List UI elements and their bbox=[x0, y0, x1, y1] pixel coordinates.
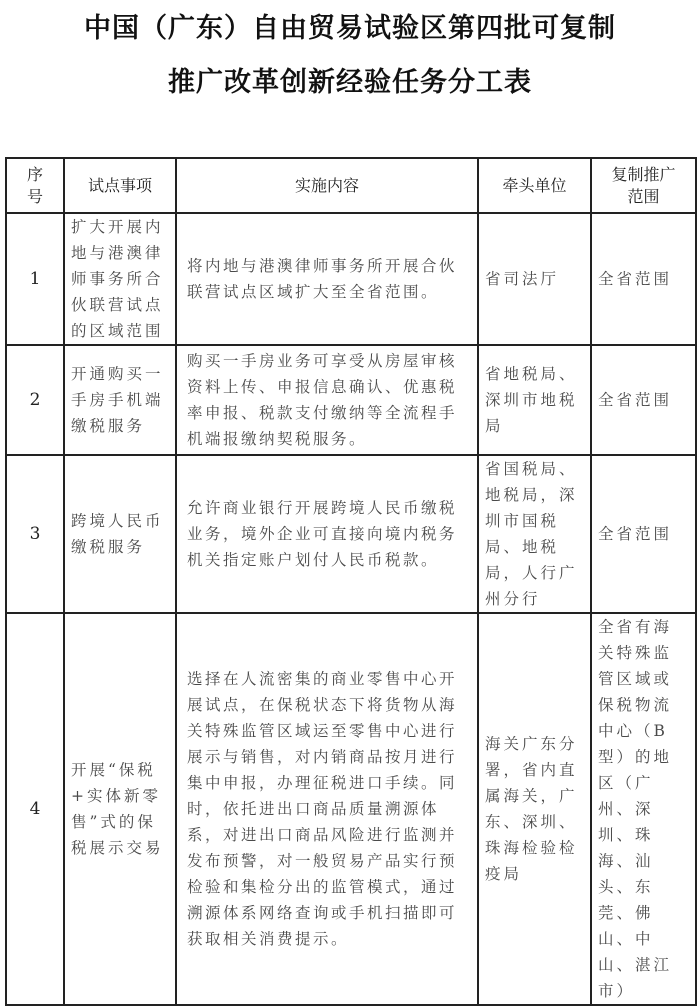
pilot-item: 扩大开展内地与港澳律师事务所合伙联营试点的区域范围 bbox=[64, 213, 176, 345]
header-replication-scope: 复制推广范围 bbox=[591, 158, 696, 213]
pilot-item: 跨境人民币缴税服务 bbox=[64, 455, 176, 613]
lead-unit: 省国税局、地税局，深圳市国税局、地税局，人行广州分行 bbox=[478, 455, 591, 613]
row-number: 2 bbox=[6, 345, 64, 455]
table-row bbox=[6, 213, 696, 345]
document-title-line-2: 推广改革创新经验任务分工表 bbox=[168, 67, 532, 98]
replication-scope: 全省范围 bbox=[591, 345, 696, 455]
implementation-content: 允许商业银行开展跨境人民币缴税业务，境外企业可直接向境内税务机关指定账户划付人民币税款。 bbox=[176, 455, 478, 613]
row-number: 1 bbox=[6, 213, 64, 345]
header-pilot-item: 试点事项 bbox=[64, 158, 176, 213]
table-row bbox=[6, 455, 696, 613]
replication-scope: 全省范围 bbox=[591, 213, 696, 345]
row-number: 3 bbox=[6, 455, 64, 613]
document-title-line-1: 中国（广东）自由贸易试验区第四批可复制 bbox=[84, 13, 616, 44]
pilot-item: 开展“保税+实体新零售”式的保税展示交易 bbox=[64, 613, 176, 1005]
table-header-row bbox=[6, 158, 696, 213]
header-serial-number: 序号 bbox=[6, 158, 64, 213]
implementation-content: 将内地与港澳律师事务所开展合伙联营试点区域扩大至全省范围。 bbox=[176, 213, 478, 345]
pilot-item: 开通购买一手房手机端缴税服务 bbox=[64, 345, 176, 455]
lead-unit: 省司法厅 bbox=[478, 213, 591, 345]
table-row bbox=[6, 345, 696, 455]
table-row bbox=[6, 613, 696, 1005]
header-lead-unit: 牵头单位 bbox=[478, 158, 591, 213]
lead-unit: 海关广东分署，省内直属海关，广东、深圳、珠海检验检疫局 bbox=[478, 613, 591, 1005]
implementation-content: 购买一手房业务可享受从房屋审核资料上传、申报信息确认、优惠税率申报、税款支付缴纳等全流程手机端报缴纳契税服务。 bbox=[176, 345, 478, 455]
implementation-content: 选择在人流密集的商业零售中心开展试点，在保税状态下将货物从海关特殊监管区域运至零售中心进行展示与销售，对内销商品按月进行集中申报，办理征税进口手续。同时，依托进出口商品质量溯源体系，对进出口商品风险进行监测并发布预警，对一般贸易产品实行预检验和集检分出的监管模式，通过溯源体系网络查询或手机扫描即可获取相关消费提示。 bbox=[176, 613, 478, 1005]
replication-scope: 全省有海关特殊监管区域或保税物流中心（B型）的地区（广州、深圳、珠海、汕头、东莞、佛山、中山、湛江市） bbox=[591, 613, 696, 1005]
lead-unit: 省地税局、深圳市地税局 bbox=[478, 345, 591, 455]
header-implementation-content: 实施内容 bbox=[176, 158, 478, 213]
replication-scope: 全省范围 bbox=[591, 455, 696, 613]
task-assignment-table bbox=[5, 157, 697, 1006]
row-number: 4 bbox=[6, 613, 64, 1005]
